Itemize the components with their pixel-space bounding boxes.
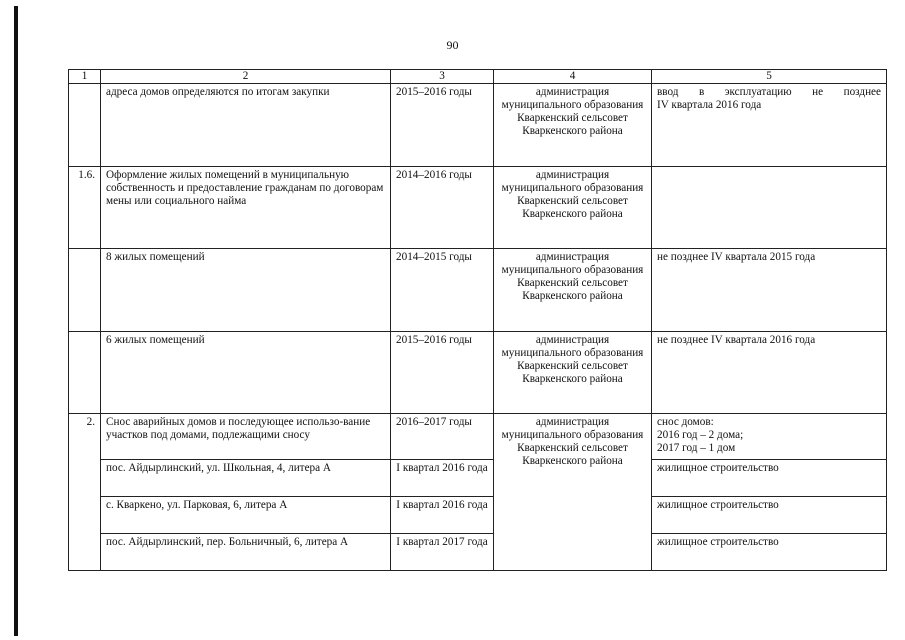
row-number: 2.: [69, 414, 101, 571]
table-row: [69, 84, 887, 167]
row-description: пос. Айдырлинский, пер. Больничный, 6, литера А: [101, 534, 391, 571]
row-number: [69, 249, 101, 332]
row-period: 2015–2016 годы: [391, 84, 494, 167]
table-row: [69, 497, 887, 534]
row-period: I квартал 2016 года: [391, 460, 494, 497]
table-row: [69, 332, 887, 414]
row-description: пос. Айдырлинский, ул. Школьная, 4, литера А: [101, 460, 391, 497]
result-line: снос домов:: [657, 416, 714, 428]
result-line: 2017 год – 1 дом: [657, 442, 736, 454]
row-period: 2014–2016 годы: [391, 167, 494, 249]
row-period: 2016–2017 годы: [391, 414, 494, 460]
program-table: [68, 69, 887, 571]
table-row: [69, 167, 887, 249]
table-header-row: [69, 70, 887, 84]
row-period: 2015–2016 годы: [391, 332, 494, 414]
row-period: I квартал 2016 года: [391, 497, 494, 534]
header-cell: 4: [494, 70, 652, 84]
scan-edge-bar: [14, 6, 18, 636]
result-line: IV квартала 2016 года: [657, 99, 762, 111]
row-executor: администрация муниципального образования Кваркенский сельсовет Кваркенского района: [494, 249, 652, 332]
header-cell: 1: [69, 70, 101, 84]
row-result: жилищное строительство: [652, 460, 887, 497]
row-result: [652, 414, 887, 460]
row-result: [652, 167, 887, 249]
row-period: I квартал 2017 года: [391, 534, 494, 571]
row-executor: администрация муниципального образования Кваркенский сельсовет Кваркенского района: [494, 332, 652, 414]
table-row: [69, 249, 887, 332]
row-description: Оформление жилых помещений в муниципальную собственность и предоставление гражданам по договорам мены или социального найма: [101, 167, 391, 249]
row-result: жилищное строительство: [652, 497, 887, 534]
row-number: 1.6.: [69, 167, 101, 249]
row-description: 8 жилых помещений: [101, 249, 391, 332]
row-result: не позднее IV квартала 2016 года: [652, 332, 887, 414]
row-result: не позднее IV квартала 2015 года: [652, 249, 887, 332]
table-row: [69, 534, 887, 571]
row-description: адреса домов определяются по итогам закупки: [101, 84, 391, 167]
row-result: [652, 84, 887, 167]
table-row: [69, 460, 887, 497]
row-executor: администрация муниципального образования Кваркенский сельсовет Кваркенского района: [494, 84, 652, 167]
header-cell: 5: [652, 70, 887, 84]
table-row: [69, 414, 887, 460]
page-number: 90: [446, 38, 459, 52]
row-executor: администрация муниципального образования Кваркенский сельсовет Кваркенского района: [494, 414, 652, 571]
header-cell: 3: [391, 70, 494, 84]
row-result: жилищное строительство: [652, 534, 887, 571]
row-description: Снос аварийных домов и последующее использо-вание участков под домами, подлежащими сносу: [101, 414, 391, 460]
header-cell: 2: [101, 70, 391, 84]
result-line: 2016 год – 2 дома;: [657, 429, 744, 441]
row-number: [69, 332, 101, 414]
row-description: с. Кваркено, ул. Парковая, 6, литера А: [101, 497, 391, 534]
row-number: [69, 84, 101, 167]
row-executor: администрация муниципального образования Кваркенский сельсовет Кваркенского района: [494, 167, 652, 249]
row-description: 6 жилых помещений: [101, 332, 391, 414]
result-line: ввод в эксплуатацию не позднее: [657, 86, 881, 98]
row-period: 2014–2015 годы: [391, 249, 494, 332]
